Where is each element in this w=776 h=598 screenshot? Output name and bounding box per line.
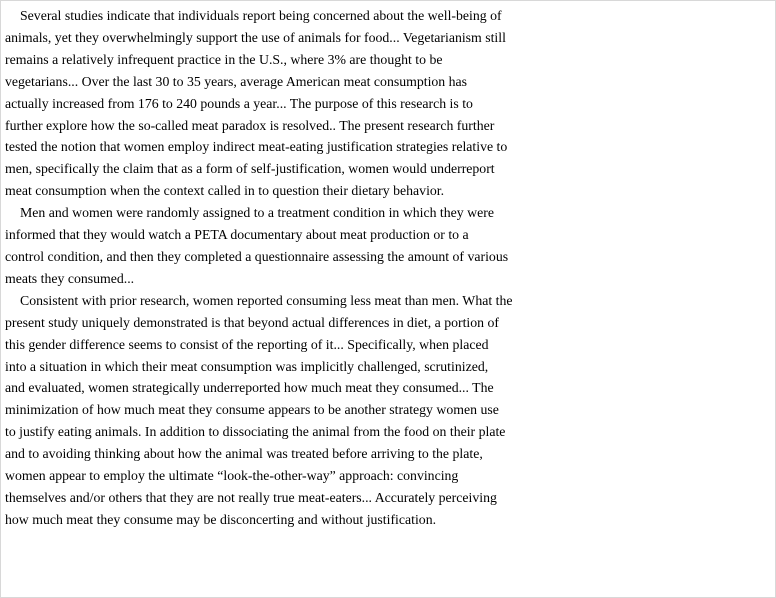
text-line: actually increased from 176 to 240 pounds a year... The purpose of this research is to [5,95,473,111]
text-line: minimization of how much meat they consume appears to be another strategy women use [5,402,499,418]
text-line: present study uniquely demonstrated is that beyond actual differences in diet, a portion of [5,314,499,330]
text-line: meat consumption when the context called in to question their dietary behavior. [5,183,445,199]
text-line: Consistent with prior research, women reported consuming less meat than men. What the [20,292,513,308]
document-text [5,5,776,531]
text-line: themselves and/or others that they are not really true meat-eaters... Accurately perceiving [5,489,497,505]
text-line: remains a relatively infrequent practice in the U.S., where 3% are thought to be [5,51,443,67]
text-line: vegetarians... Over the last 30 to 35 years, average American meat consumption has [5,73,468,89]
text-line: further explore how the so-called meat paradox is resolved.. The present research further [5,117,495,133]
text-line: to justify eating animals. In addition to dissociating the animal from the food on their plate [5,424,506,440]
text-line: tested the notion that women employ indirect meat-eating justification strategies relative to [5,139,508,155]
text-line: informed that they would watch a PETA documentary about meat production or to a [5,227,469,243]
text-line: and evaluated, women strategically underreported how much meat they consumed... The [5,380,494,396]
text-line: Men and women were randomly assigned to a treatment condition in which they were [20,205,494,221]
text-line: Several studies indicate that individuals report being concerned about the well-being of [20,8,502,23]
text-line: this gender difference seems to consist of the reporting of it... Specifically, when placed [5,336,489,352]
text-line: how much meat they consume may be disconcerting and without justification. [5,511,437,527]
text-line: men, specifically the claim that as a form of self-justification, women would underreport [5,161,495,177]
text-line: into a situation in which their meat consumption was implicitly challenged, scrutinized, [5,358,489,374]
text-line: control condition, and then they completed a questionnaire assessing the amount of various [5,248,509,264]
text-line: women appear to employ the ultimate “look-the-other-way” approach: convincing [5,468,459,484]
text-line: animals, yet they overwhelmingly support the use of animals for food... Vegetarianism still [5,29,506,45]
text-line: meats they consumed... [5,270,135,286]
text-line: and to avoiding thinking about how the animal was treated before arriving to the plate, [5,446,483,462]
